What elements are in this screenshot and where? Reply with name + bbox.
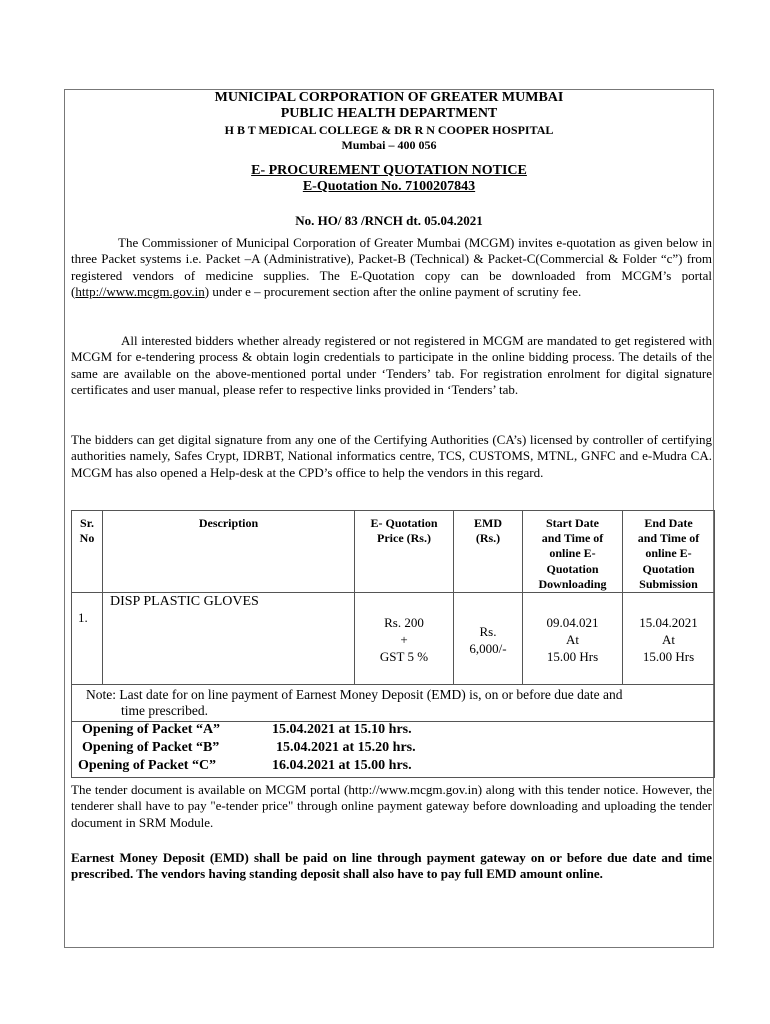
row-description: DISP PLASTIC GLOVES [110, 594, 259, 609]
header-start-date: Start Date and Time of online E- Quotation Downloading [538, 516, 607, 591]
reference-number: No. HO/ 83 /RNCH dt. 05.04.2021 [295, 213, 483, 228]
row-end-date: 15.04.2021 At 15.00 Hrs [639, 615, 698, 664]
paragraph-invitation-text-a: The Commissioner of Municipal Corporation of Greater Mumbai (MCGM) invites e-quotation as given below in three Packet systems i.e. Packet –A (Administrative), Packet-B (Technical) & Packet-C(Commercial & Folder “c”) from registered vendors of medicine supplies. The E-Quotation copy can be downloaded from MCGM’s portal ( [71, 235, 712, 299]
hospital-name: H B T MEDICAL COLLEGE & DR R N COOPER HOSPITAL [224, 123, 554, 137]
header-price: E- Quotation Price (Rs.) [370, 516, 438, 546]
paragraph-tender-document: The tender document is available on MCGM portal (http://www.mcgm.gov.in) along with this tender notice. However, the tenderer shall have to pay "e-tender price" through online payment gateway before downloading and uploading the tender document in SRM Module. [71, 782, 712, 830]
paragraph-invitation [71, 235, 712, 300]
header-emd: EMD (Rs.) [474, 516, 502, 546]
header-description: Description [198, 516, 259, 530]
row-price: Rs. 200 + GST 5 % [379, 615, 429, 664]
city-line: Mumbai – 400 056 [341, 138, 437, 152]
paragraph-registration: All interested bidders whether already registered or not registered in MCGM are mandated to get registered with MCGM for e-tendering process & obtain login credentials to participate in the online bidding process. The details of the same are available on the above-mentioned portal under ‘Tenders’ tab. For registration enrolment for digital signature certificates and user manual, please refer to respective links provided in ‘Tenders’ tab. [71, 333, 712, 397]
paragraph-emd-payment: Earnest Money Deposit (EMD) shall be paid on line through payment gateway on or before due date and time prescribed. The vendors having standing deposit shall also have to pay full EMD amount online. [71, 850, 712, 882]
opening-packet-c-label: Opening of Packet “C” [78, 758, 217, 773]
emd-note: Note: Last date for on line payment of Earnest Money Deposit (EMD) is, on or before due date and time prescribed. [86, 687, 623, 718]
header-end-date: End Date and Time of online E- Quotation Submission [637, 516, 700, 591]
paragraph-invitation-text-b: ) under e – procurement section after the online payment of scrutiny fee. [204, 283, 582, 299]
opening-packet-a-value: 15.04.2021 at 15.10 hrs. [272, 722, 412, 737]
department-name: PUBLIC HEALTH DEPARTMENT [280, 106, 498, 121]
opening-packet-c-value: 16.04.2021 at 15.00 hrs. [272, 758, 412, 773]
row-sr-no: 1. [78, 610, 88, 625]
row-start-date: 09.04.021 At 15.00 Hrs [546, 615, 599, 664]
notice-title: E- PROCUREMENT QUOTATION NOTICE [251, 163, 527, 178]
quotation-number: E-Quotation No. 7100207843 [302, 179, 476, 194]
opening-packet-a-label: Opening of Packet “A” [82, 722, 221, 737]
header-sr-no: Sr. No [79, 516, 95, 546]
row-emd: Rs. 6,000/- [469, 624, 507, 656]
paragraph-digital-signature: The bidders can get digital signature from any one of the Certifying Authorities (CA’s) licensed by controller of certifying authorities namely, Safes Crypt, IDRBT, National informatics centre, TCS, CUSTOMS, MTNL, GNFC and e-Mudra CA. MCGM has also opened a Help-desk at the CPD’s office to help the vendors in this regard. [71, 432, 712, 480]
org-name: MUNICIPAL CORPORATION OF GREATER MUMBAI [214, 90, 564, 105]
opening-packet-b-label: Opening of Packet “B” [82, 740, 220, 755]
opening-packet-b-value: 15.04.2021 at 15.20 hrs. [276, 740, 416, 755]
mcgm-portal-link[interactable]: http://www.mcgm.gov.in [75, 283, 205, 299]
